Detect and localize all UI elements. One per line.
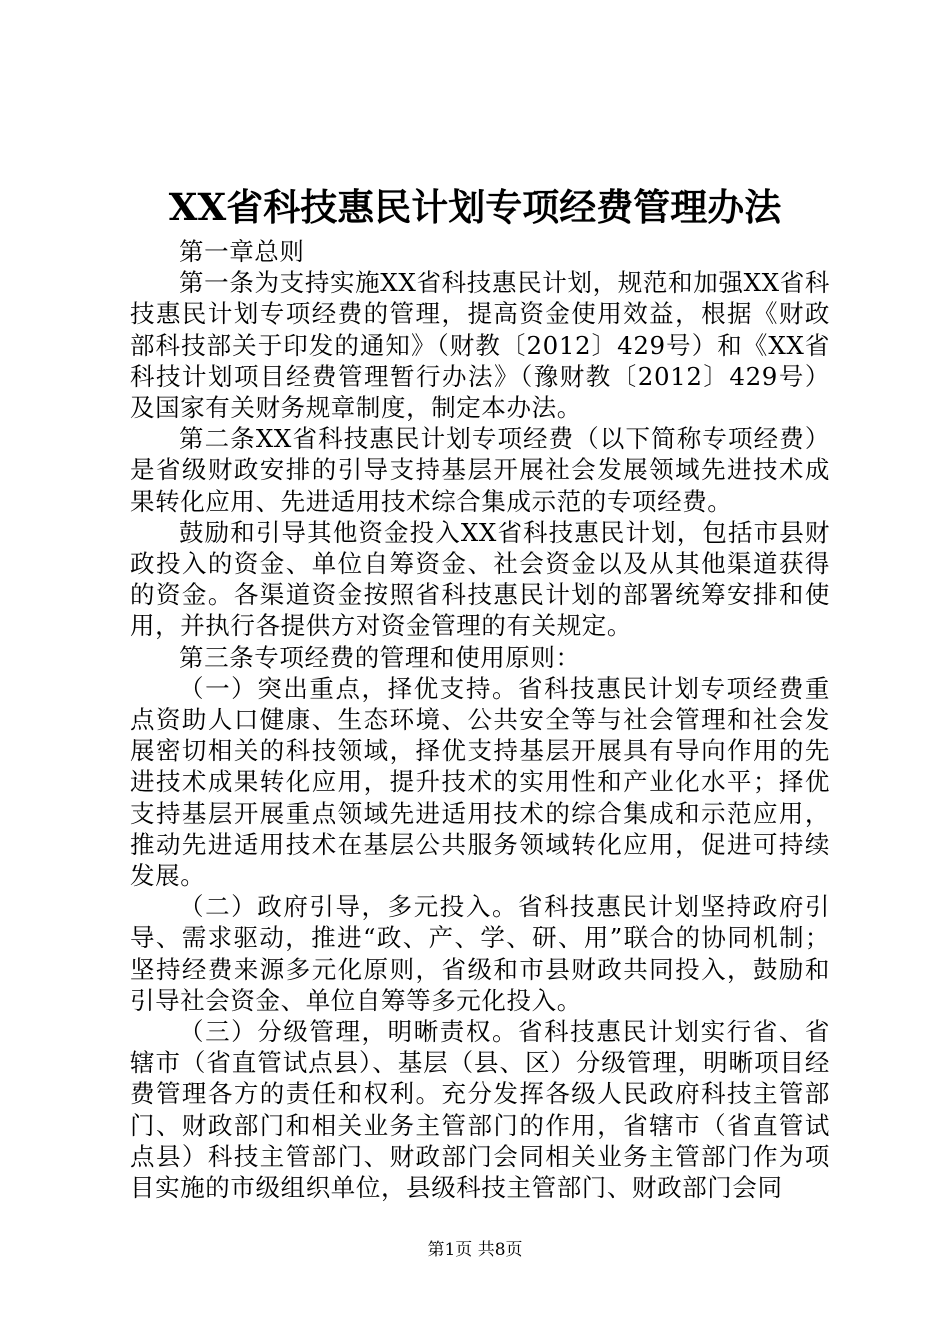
principle-3-paragraph: （三）分级管理，明晰责权。省科技惠民计划实行省、省辖市（省直管试点县）、基层（县、区）分级管理，明晰项目经费管理各方的责任和权利。充分发挥各级人民政府科技主管部门、财政部门和相关业务主管部门的作用，省辖市（省直管试点县）科技主管部门、财政部门会同相关业务主管部门作为项目实施的市级组织单位，县级科技主管部门、财政部门会同 [130,1017,830,1203]
article-3-paragraph: 第三条专项经费的管理和使用原则： [179,642,581,672]
page-footer: 第1页 共8页 [427,1240,523,1260]
chapter-heading: 第一章总则 [179,237,305,266]
principle-2-paragraph: （二）政府引导，多元投入。省科技惠民计划坚持政府引导、需求驱动，推进“政、产、学、研、用”联合的协同机制；坚持经费来源多元化原则，省级和市县财政共同投入，鼓励和引导社会资金、单位自筹等多元化投入。 [130,892,830,1015]
article-2-paragraph: 第二条XX省科技惠民计划专项经费（以下简称专项经费）是省级财政安排的引导支持基层开展社会发展领域先进技术成果转化应用、先进适用技术综合集成示范的专项经费。 [130,424,830,516]
article-1-paragraph: 第一条为支持实施XX省科技惠民计划，规范和加强XX省科技惠民计划专项经费的管理，提高资金使用效益，根据《财政部科技部关于印发的通知》（财教〔2012〕429号）和《XX省科技计划项目经费管理暂行办法》（豫财教〔2012〕429号）及国家有关财务规章制度，制定本办法。 [130,268,830,423]
document-body [130,236,830,1203]
document-title: XX省科技惠民计划专项经费管理办法 [168,185,782,229]
funding-encouragement-paragraph: 鼓励和引导其他资金投入XX省科技惠民计划，包括市县财政投入的资金、单位自筹资金、社会资金以及从其他渠道获得的资金。各渠道资金按照省科技惠民计划的部署统筹安排和使用，并执行各提供方对资金管理的有关规定。 [130,517,830,641]
principle-1-paragraph: （一）突出重点，择优支持。省科技惠民计划专项经费重点资助人口健康、生态环境、公共安全等与社会管理和社会发展密切相关的科技领域，择优支持基层开展具有导向作用的先进技术成果转化应用，提升技术的实用性和产业化水平；择优支持基层开展重点领域先进适用技术的综合集成和示范应用，推动先进适用技术在基层公共服务领域转化应用，促进可持续发展。 [130,673,830,891]
